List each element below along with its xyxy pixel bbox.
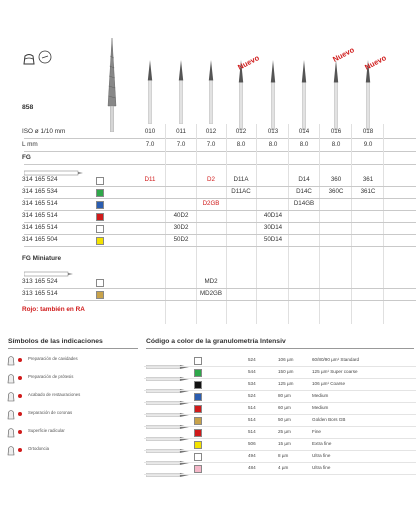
burr-shank-icon bbox=[146, 393, 190, 399]
grit-swatch bbox=[194, 465, 202, 473]
grit-size: 8 µm bbox=[278, 453, 289, 458]
iso-value: 016 bbox=[330, 128, 342, 135]
indicacion-item bbox=[6, 352, 138, 368]
burr-shank-icon bbox=[146, 381, 190, 387]
column-rule bbox=[226, 124, 227, 324]
row-rule bbox=[144, 390, 416, 391]
grit-desc: Fine bbox=[312, 429, 321, 434]
row-rule bbox=[144, 438, 416, 439]
burr-shank-icon bbox=[146, 405, 190, 411]
column-rule bbox=[383, 124, 384, 324]
product-ref: 361 bbox=[362, 176, 374, 183]
product-code: 314 165 514 bbox=[22, 224, 58, 231]
grit-swatch bbox=[194, 381, 202, 389]
iso-value: 010 bbox=[144, 128, 156, 135]
root-surface-icon bbox=[6, 425, 16, 437]
grit-size: 15 µm bbox=[278, 441, 291, 446]
burr-shank-icon bbox=[146, 429, 190, 435]
grit-swatch bbox=[96, 291, 104, 299]
burr-shank-icon bbox=[146, 369, 190, 375]
grit-code: 484 bbox=[248, 465, 256, 470]
grit-swatch bbox=[96, 201, 104, 209]
length-value: 7.0 bbox=[206, 141, 216, 148]
grit-desc: Medium bbox=[312, 393, 329, 398]
fg-shank-icon bbox=[24, 164, 84, 172]
length-value: 7.0 bbox=[176, 141, 186, 148]
iso-value: 018 bbox=[362, 128, 374, 135]
crown-separation-icon bbox=[6, 407, 16, 419]
indicacion-dot bbox=[18, 358, 22, 362]
product-ref: 30D2 bbox=[173, 224, 189, 231]
grit-desc: Ultra fine bbox=[312, 453, 331, 458]
product-code: 314 165 514 bbox=[22, 200, 58, 207]
grit-code: 494 bbox=[248, 453, 256, 458]
grit-desc: Extra fine bbox=[312, 441, 332, 446]
table-rule bbox=[24, 151, 416, 152]
iso-value: 014 bbox=[298, 128, 310, 135]
row-rule bbox=[24, 246, 416, 247]
grit-swatch bbox=[194, 429, 202, 437]
burr-shank-icon bbox=[146, 465, 190, 471]
column-rule bbox=[351, 124, 352, 324]
row-rule bbox=[24, 300, 416, 301]
grit-swatch bbox=[194, 393, 202, 401]
burr-shank-icon bbox=[146, 453, 190, 459]
product-code: 314 165 534 bbox=[22, 188, 58, 195]
grit-size: 60 µm bbox=[278, 405, 291, 410]
grit-swatch bbox=[96, 189, 104, 197]
grit-swatch bbox=[194, 357, 202, 365]
indicacion-label: Superficie radicular bbox=[28, 428, 65, 433]
row-rule bbox=[144, 474, 416, 475]
iso-label: ISO ø 1/10 mm bbox=[22, 128, 66, 135]
grit-desc: 60/80/90 µm¹ Standard bbox=[312, 357, 360, 362]
product-ref: 40D14 bbox=[263, 212, 283, 219]
grit-code: 506 bbox=[248, 441, 256, 446]
burr-shank-icon bbox=[146, 417, 190, 423]
product-ref: 361C bbox=[360, 188, 376, 195]
grit-code: 514 bbox=[248, 405, 256, 410]
iso-value: 012 bbox=[205, 128, 217, 135]
row-rule bbox=[24, 198, 416, 199]
indicacion-label: Preparación de cavidades bbox=[28, 356, 78, 361]
indicacion-dot bbox=[18, 376, 22, 380]
grit-swatch bbox=[96, 213, 104, 221]
indicacion-label: Preparación de prótesis bbox=[28, 374, 74, 379]
row-rule bbox=[144, 414, 416, 415]
column-rule bbox=[319, 124, 320, 324]
length-value: 8.0 bbox=[299, 141, 309, 148]
indicacion-item bbox=[6, 424, 138, 440]
grit-desc: 106 µm¹ Coarse bbox=[312, 381, 346, 386]
grit-code: 524 bbox=[248, 393, 256, 398]
cavity-prep-icon bbox=[6, 353, 16, 365]
fg-label: FG bbox=[22, 154, 31, 161]
iso-value: 013 bbox=[267, 128, 279, 135]
grit-swatch bbox=[194, 405, 202, 413]
row-rule bbox=[24, 210, 416, 211]
product-code: 314 165 514 bbox=[22, 212, 58, 219]
product-code: 314 165 504 bbox=[22, 236, 58, 243]
row-rule bbox=[144, 450, 416, 451]
column-rule bbox=[256, 124, 257, 324]
product-ref: D2GB bbox=[202, 200, 220, 207]
grit-desc: 125 µm¹ Super coarse bbox=[312, 369, 358, 374]
indicacion-dot bbox=[18, 448, 22, 452]
indicacion-dot bbox=[18, 430, 22, 434]
grit-swatch bbox=[194, 369, 202, 377]
granulometria-title: Código a color de la granulometría Intensiv bbox=[146, 338, 286, 345]
fg-mini-shank-icon bbox=[24, 265, 74, 273]
grit-swatch bbox=[96, 279, 104, 287]
length-value: 7.0 bbox=[145, 141, 155, 148]
product-ref: D11AC bbox=[231, 188, 251, 195]
grit-swatch bbox=[194, 417, 202, 425]
iso-value: 011 bbox=[176, 128, 186, 135]
rojo-label: Rojo: también en RA bbox=[22, 306, 85, 313]
column-rule bbox=[165, 124, 166, 324]
length-value: 8.0 bbox=[236, 141, 246, 148]
row-rule bbox=[24, 288, 416, 289]
grit-swatch bbox=[96, 237, 104, 245]
row-rule bbox=[144, 378, 416, 379]
indicacion-dot bbox=[18, 394, 22, 398]
product-ref: 30D14 bbox=[263, 224, 283, 231]
grit-size: 80 µm bbox=[278, 393, 291, 398]
product-ref: 40D2 bbox=[173, 212, 189, 219]
row-rule bbox=[24, 186, 416, 187]
table-rule bbox=[24, 138, 416, 139]
grit-code: 544 bbox=[248, 369, 256, 374]
grit-size: 125 µm bbox=[278, 381, 294, 386]
length-value: 8.0 bbox=[268, 141, 278, 148]
indicacion-label: Acabado de restauraciones bbox=[28, 392, 81, 397]
table-rule bbox=[24, 164, 416, 165]
nuevo-labels bbox=[0, 0, 420, 80]
product-ref: D14 bbox=[298, 176, 310, 183]
product-ref: D14GB bbox=[293, 200, 315, 207]
grit-size: 4 µm bbox=[278, 465, 289, 470]
product-ref: D11 bbox=[144, 176, 156, 183]
row-rule bbox=[144, 426, 416, 427]
grit-swatch bbox=[194, 441, 202, 449]
indicacion-label: Ortodoncia bbox=[28, 446, 50, 451]
grit-code: 534 bbox=[248, 381, 256, 386]
grit-code: 514 bbox=[248, 417, 256, 422]
finishing-icon bbox=[6, 389, 16, 401]
product-code: 313 165 514 bbox=[22, 290, 58, 297]
product-ref: 360C bbox=[328, 188, 344, 195]
product-ref: MD2 bbox=[204, 278, 218, 285]
nuevo-badge: Nuevo bbox=[236, 53, 261, 72]
indicacion-item bbox=[6, 388, 138, 404]
granulometria-divider bbox=[146, 348, 414, 349]
grit-swatch bbox=[96, 225, 104, 233]
product-ref: D11A bbox=[233, 176, 249, 183]
length-value: 8.0 bbox=[331, 141, 341, 148]
product-code: 314 165 524 bbox=[22, 176, 58, 183]
model-number: 858 bbox=[22, 104, 34, 111]
row-rule bbox=[144, 462, 416, 463]
product-ref: D2 bbox=[207, 176, 215, 183]
product-ref: D14C bbox=[296, 188, 312, 195]
indicaciones-list bbox=[0, 352, 140, 502]
grit-code: 514 bbox=[248, 429, 256, 434]
grit-size: 150 µm bbox=[278, 369, 294, 374]
indicacion-label: Separación de coronas bbox=[28, 410, 73, 415]
product-ref: 50D14 bbox=[263, 236, 283, 243]
orthodontics-icon bbox=[6, 443, 16, 455]
grit-size: 106 µm bbox=[278, 357, 294, 362]
burr-shank-icon bbox=[146, 441, 190, 447]
nuevo-badge: Nuevo bbox=[363, 53, 388, 72]
product-ref: MD2GB bbox=[199, 290, 222, 297]
indicacion-dot bbox=[18, 412, 22, 416]
indicacion-item bbox=[6, 406, 138, 422]
indicaciones-divider bbox=[8, 348, 138, 349]
column-rule bbox=[288, 124, 289, 324]
indicaciones-title: Símbolos de las indicaciones bbox=[8, 338, 103, 345]
row-rule bbox=[144, 402, 416, 403]
product-code: 313 165 524 bbox=[22, 278, 58, 285]
length-value: 9.0 bbox=[363, 141, 373, 148]
grit-desc: Golden Bors GB bbox=[312, 417, 346, 422]
product-ref: 50D2 bbox=[173, 236, 189, 243]
prosthesis-prep-icon bbox=[6, 371, 16, 383]
product-ref: 360 bbox=[330, 176, 342, 183]
row-rule bbox=[24, 222, 416, 223]
iso-value: 012 bbox=[235, 128, 247, 135]
length-label: L mm bbox=[22, 141, 38, 148]
row-rule bbox=[144, 366, 416, 367]
grit-desc: Ultra fine bbox=[312, 465, 331, 470]
fg-mini-label: FG Miniature bbox=[22, 255, 62, 262]
indicacion-item bbox=[6, 442, 138, 458]
grit-desc: Medium bbox=[312, 405, 329, 410]
row-rule bbox=[24, 234, 416, 235]
grit-size: 25 µm bbox=[278, 429, 291, 434]
nuevo-badge: Nuevo bbox=[331, 45, 356, 64]
grit-size: 50 µm bbox=[278, 417, 291, 422]
burr-shank-icon bbox=[146, 357, 190, 363]
grit-swatch bbox=[96, 177, 104, 185]
indicacion-item bbox=[6, 370, 138, 386]
grit-code: 524 bbox=[248, 357, 256, 362]
grit-swatch bbox=[194, 453, 202, 461]
